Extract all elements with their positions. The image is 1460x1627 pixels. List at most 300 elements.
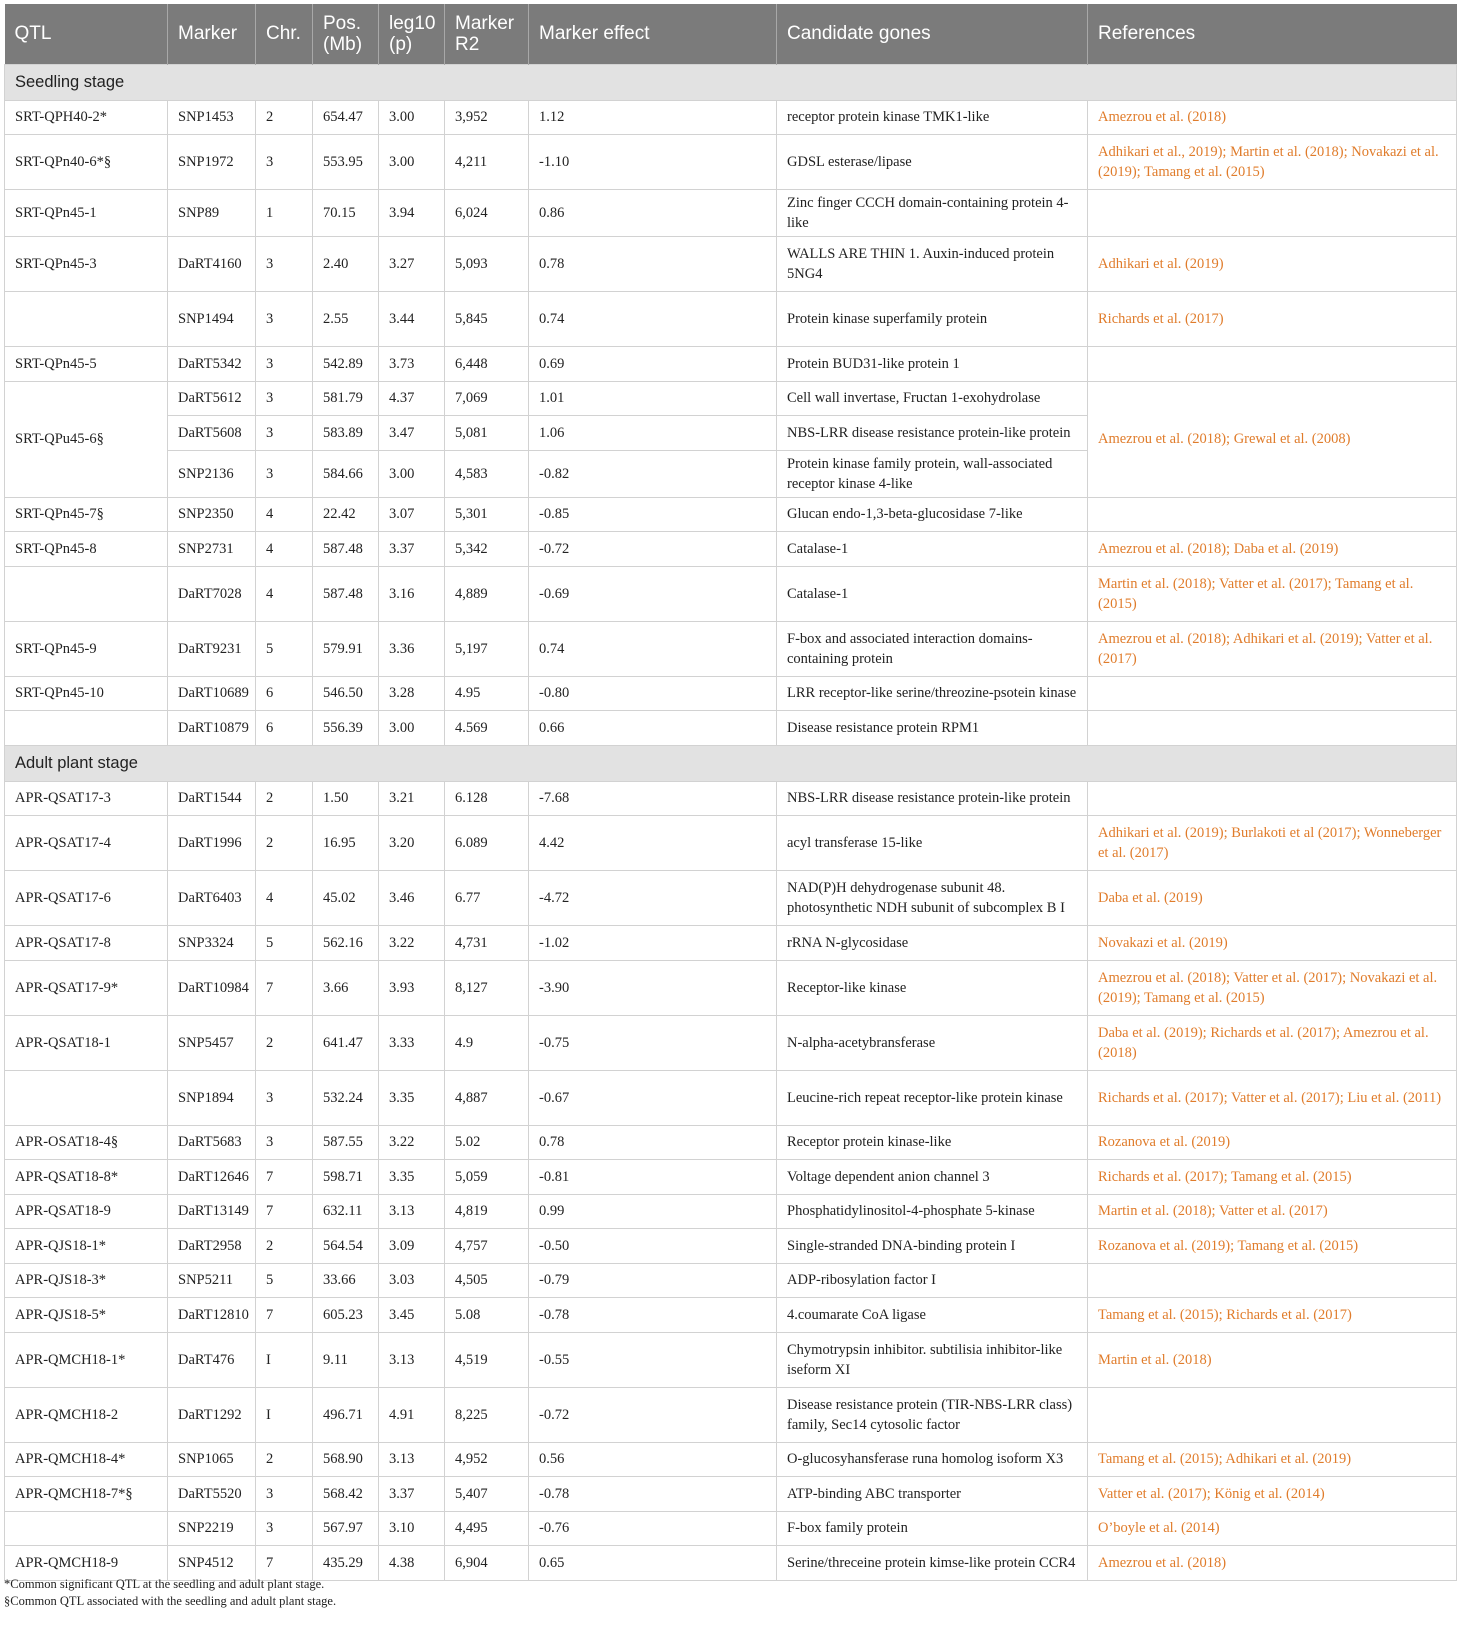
logp-cell: 3.44 <box>379 292 445 347</box>
candidate-gene-cell: rRNA N-glycosidase <box>777 926 1088 961</box>
col-header-logp: leg10 (p) <box>379 4 445 64</box>
marker-effect-cell: -0.81 <box>529 1160 777 1195</box>
candidate-gene-cell: Voltage dependent anion channel 3 <box>777 1160 1088 1195</box>
candidate-gene-cell: N-alpha-acetybransferase <box>777 1015 1088 1070</box>
marker-effect-cell: -0.55 <box>529 1332 777 1387</box>
candidate-gene-cell: ADP-ribosylation factor I <box>777 1263 1088 1298</box>
chr-cell: I <box>256 1387 313 1442</box>
candidate-gene-cell: ATP-binding ABC transporter <box>777 1477 1088 1512</box>
r2-cell: 4,731 <box>445 926 529 961</box>
marker-effect-cell: -0.80 <box>529 676 777 711</box>
r2-cell: 5.08 <box>445 1298 529 1333</box>
qtl-cell: APR-QMCH18-4* <box>5 1442 168 1477</box>
table-row <box>5 1546 1457 1581</box>
qtl-cell <box>5 292 168 347</box>
candidate-gene-cell: Receptor protein kinase-like <box>777 1125 1088 1160</box>
col-header-qtl: QTL <box>5 4 168 64</box>
r2-cell: 5,081 <box>445 416 529 451</box>
footnotes <box>4 1576 336 1610</box>
candidate-gene-cell: O-glucosyhansferase runa homolog isoform X3 <box>777 1442 1088 1477</box>
r2-cell: 8,127 <box>445 960 529 1015</box>
marker-cell: DaRT10984 <box>168 960 256 1015</box>
chr-cell: 2 <box>256 100 313 135</box>
candidate-gene-cell: NBS-LRR disease resistance protein-like protein <box>777 781 1088 816</box>
table-row <box>5 711 1457 746</box>
logp-cell: 3.37 <box>379 532 445 567</box>
r2-cell: 6,904 <box>445 1546 529 1581</box>
candidate-gene-cell: NBS-LRR disease resistance protein-like protein <box>777 416 1088 451</box>
table-row <box>5 1070 1457 1125</box>
pos-cell: 587.48 <box>313 566 379 621</box>
marker-cell: SNP1453 <box>168 100 256 135</box>
candidate-gene-cell: receptor protein kinase TMK1-like <box>777 100 1088 135</box>
table-row <box>5 1125 1457 1160</box>
qtl-cell: APR-QSAT18-9 <box>5 1194 168 1229</box>
marker-effect-cell: -7.68 <box>529 781 777 816</box>
marker-effect-cell: 0.66 <box>529 711 777 746</box>
logp-cell: 3.00 <box>379 450 445 497</box>
candidate-gene-cell: Disease resistance protein RPM1 <box>777 711 1088 746</box>
marker-cell: SNP3324 <box>168 926 256 961</box>
marker-effect-cell: 0.74 <box>529 621 777 676</box>
logp-cell: 3.21 <box>379 781 445 816</box>
pos-cell: 3.66 <box>313 960 379 1015</box>
r2-cell: 4,495 <box>445 1511 529 1546</box>
candidate-gene-cell: Single-stranded DNA-binding protein I <box>777 1229 1088 1264</box>
references-cell: Daba et al. (2019) <box>1088 871 1457 926</box>
marker-cell: DaRT13149 <box>168 1194 256 1229</box>
table-row <box>5 100 1457 135</box>
table-row <box>5 1477 1457 1512</box>
qtl-cell: APR-QMCH18-7*§ <box>5 1477 168 1512</box>
pos-cell: 583.89 <box>313 416 379 451</box>
candidate-gene-cell: Cell wall invertase, Fructan 1-exohydrolase <box>777 381 1088 416</box>
table-row <box>5 781 1457 816</box>
logp-cell: 3.07 <box>379 497 445 532</box>
logp-cell: 3.27 <box>379 237 445 292</box>
pos-cell: 584.66 <box>313 450 379 497</box>
logp-cell: 3.13 <box>379 1332 445 1387</box>
references-cell: Tamang et al. (2015); Adhikari et al. (2019) <box>1088 1442 1457 1477</box>
candidate-gene-cell: Protein BUD31-like protein 1 <box>777 347 1088 382</box>
marker-cell: SNP1494 <box>168 292 256 347</box>
table-row <box>5 1298 1457 1333</box>
pos-cell: 587.48 <box>313 532 379 567</box>
references-cell: Rozanova et al. (2019) <box>1088 1125 1457 1160</box>
r2-cell: 4,505 <box>445 1263 529 1298</box>
marker-effect-cell: -0.85 <box>529 497 777 532</box>
references-cell: Adhikari et al. (2019) <box>1088 237 1457 292</box>
candidate-gene-cell: Serine/threceine protein kimse-like protein CCR4 <box>777 1546 1088 1581</box>
candidate-gene-cell: WALLS ARE THIN 1. Auxin-induced protein 5NG4 <box>777 237 1088 292</box>
pos-cell: 605.23 <box>313 1298 379 1333</box>
logp-cell: 3.00 <box>379 135 445 190</box>
references-cell: Vatter et al. (2017); König et al. (2014) <box>1088 1477 1457 1512</box>
r2-cell: 8,225 <box>445 1387 529 1442</box>
pos-cell: 9.11 <box>313 1332 379 1387</box>
references-cell: Daba et al. (2019); Richards et al. (2017); Amezrou et al. (2018) <box>1088 1015 1457 1070</box>
qtl-cell: APR-QJS18-1* <box>5 1229 168 1264</box>
chr-cell: 1 <box>256 190 313 237</box>
logp-cell: 4.38 <box>379 1546 445 1581</box>
logp-cell: 3.36 <box>379 621 445 676</box>
candidate-gene-cell: NAD(P)H dehydrogenase subunit 48. photosynthetic NDH subunit of subcomplex B I <box>777 871 1088 926</box>
qtl-cell: APR-QSAT17-8 <box>5 926 168 961</box>
marker-cell: SNP5211 <box>168 1263 256 1298</box>
candidate-gene-cell: F-box family protein <box>777 1511 1088 1546</box>
r2-cell: 6.77 <box>445 871 529 926</box>
marker-cell: SNP2350 <box>168 497 256 532</box>
chr-cell: 5 <box>256 621 313 676</box>
qtl-cell: APR-QMCH18-2 <box>5 1387 168 1442</box>
chr-cell: I <box>256 1332 313 1387</box>
chr-cell: 2 <box>256 1442 313 1477</box>
logp-cell: 3.33 <box>379 1015 445 1070</box>
logp-cell: 4.37 <box>379 381 445 416</box>
chr-cell: 3 <box>256 1511 313 1546</box>
chr-cell: 3 <box>256 381 313 416</box>
marker-cell: DaRT5342 <box>168 347 256 382</box>
logp-cell: 3.45 <box>379 1298 445 1333</box>
references-cell: Adhikari et al. (2019); Burlakoti et al (2017); Wonneberger et al. (2017) <box>1088 816 1457 871</box>
chr-cell: 2 <box>256 781 313 816</box>
r2-cell: 4,583 <box>445 450 529 497</box>
candidate-gene-cell: F-box and associated interaction domains-containing protein <box>777 621 1088 676</box>
r2-cell: 6.128 <box>445 781 529 816</box>
table-row <box>5 190 1457 237</box>
table-row <box>5 237 1457 292</box>
r2-cell: 5,197 <box>445 621 529 676</box>
table-row <box>5 621 1457 676</box>
chr-cell: 3 <box>256 1125 313 1160</box>
table-row <box>5 566 1457 621</box>
pos-cell: 532.24 <box>313 1070 379 1125</box>
marker-effect-cell: -0.79 <box>529 1263 777 1298</box>
references-cell: Tamang et al. (2015); Richards et al. (2017) <box>1088 1298 1457 1333</box>
logp-cell: 3.00 <box>379 711 445 746</box>
table-row <box>5 532 1457 567</box>
references-cell: O’boyle et al. (2014) <box>1088 1511 1457 1546</box>
table-row <box>5 381 1457 416</box>
pos-cell: 45.02 <box>313 871 379 926</box>
pos-cell: 33.66 <box>313 1263 379 1298</box>
references-cell: Amezrou et al. (2018); Grewal et al. (2008) <box>1088 381 1457 497</box>
references-cell: Amezrou et al. (2018) <box>1088 1546 1457 1581</box>
marker-cell: DaRT1996 <box>168 816 256 871</box>
r2-cell: 5.02 <box>445 1125 529 1160</box>
qtl-cell: APR-OSAT18-4§ <box>5 1125 168 1160</box>
qtl-cell: SRT-QPn45-7§ <box>5 497 168 532</box>
r2-cell: 4,757 <box>445 1229 529 1264</box>
logp-cell: 3.13 <box>379 1442 445 1477</box>
r2-cell: 5,301 <box>445 497 529 532</box>
logp-cell: 4.91 <box>379 1387 445 1442</box>
logp-cell: 3.10 <box>379 1511 445 1546</box>
references-cell <box>1088 1387 1457 1442</box>
marker-cell: DaRT5683 <box>168 1125 256 1160</box>
marker-effect-cell: -1.10 <box>529 135 777 190</box>
marker-cell: SNP2219 <box>168 1511 256 1546</box>
logp-cell: 3.46 <box>379 871 445 926</box>
candidate-gene-cell: Leucine-rich repeat receptor-like protein kinase <box>777 1070 1088 1125</box>
logp-cell: 3.16 <box>379 566 445 621</box>
pos-cell: 579.91 <box>313 621 379 676</box>
qtl-cell: SRT-QPu45-6§ <box>5 381 168 497</box>
table-row <box>5 497 1457 532</box>
logp-cell: 3.09 <box>379 1229 445 1264</box>
candidate-gene-cell: Receptor-like kinase <box>777 960 1088 1015</box>
table-row <box>5 960 1457 1015</box>
logp-cell: 3.35 <box>379 1070 445 1125</box>
candidate-gene-cell: Catalase-1 <box>777 566 1088 621</box>
col-header-effect: Marker effect <box>529 4 777 64</box>
table-row <box>5 871 1457 926</box>
chr-cell: 6 <box>256 711 313 746</box>
references-cell <box>1088 781 1457 816</box>
qtl-cell: SRT-QPn45-5 <box>5 347 168 382</box>
chr-cell: 3 <box>256 237 313 292</box>
marker-effect-cell: -0.78 <box>529 1477 777 1512</box>
marker-cell: DaRT10689 <box>168 676 256 711</box>
pos-cell: 632.11 <box>313 1194 379 1229</box>
r2-cell: 5,407 <box>445 1477 529 1512</box>
marker-cell: DaRT2958 <box>168 1229 256 1264</box>
r2-cell: 4,211 <box>445 135 529 190</box>
r2-cell: 5,845 <box>445 292 529 347</box>
r2-cell: 4,519 <box>445 1332 529 1387</box>
r2-cell: 4.9 <box>445 1015 529 1070</box>
chr-cell: 4 <box>256 497 313 532</box>
candidate-gene-cell: Disease resistance protein (TIR-NBS-LRR class) family, Sec14 cytosolic factor <box>777 1387 1088 1442</box>
pos-cell: 16.95 <box>313 816 379 871</box>
candidate-gene-cell: 4.coumarate CoA ligase <box>777 1298 1088 1333</box>
marker-effect-cell: 0.65 <box>529 1546 777 1581</box>
chr-cell: 2 <box>256 816 313 871</box>
qtl-cell: APR-QJS18-3* <box>5 1263 168 1298</box>
references-cell: Amezrou et al. (2018) <box>1088 100 1457 135</box>
table-row <box>5 1442 1457 1477</box>
marker-cell: DaRT5608 <box>168 416 256 451</box>
marker-cell: SNP89 <box>168 190 256 237</box>
marker-cell: DaRT6403 <box>168 871 256 926</box>
qtl-cell: SRT-QPn45-9 <box>5 621 168 676</box>
logp-cell: 3.22 <box>379 1125 445 1160</box>
marker-cell: DaRT1292 <box>168 1387 256 1442</box>
pos-cell: 70.15 <box>313 190 379 237</box>
marker-effect-cell: -0.82 <box>529 450 777 497</box>
qtl-cell: SRT-QPn45-3 <box>5 237 168 292</box>
marker-effect-cell: 0.86 <box>529 190 777 237</box>
references-cell: Adhikari et al., 2019); Martin et al. (2018); Novakazi et al. (2019); Tamang et al. (2015) <box>1088 135 1457 190</box>
r2-cell: 4,819 <box>445 1194 529 1229</box>
chr-cell: 7 <box>256 1298 313 1333</box>
marker-cell: SNP2136 <box>168 450 256 497</box>
marker-cell: DaRT476 <box>168 1332 256 1387</box>
references-cell <box>1088 347 1457 382</box>
marker-cell: DaRT10879 <box>168 711 256 746</box>
col-header-genes: Candidate gones <box>777 4 1088 64</box>
marker-effect-cell: 1.06 <box>529 416 777 451</box>
chr-cell: 4 <box>256 566 313 621</box>
chr-cell: 7 <box>256 1546 313 1581</box>
qtl-cell: SRT-QPn45-8 <box>5 532 168 567</box>
references-cell: Amezrou et al. (2018); Vatter et al. (2017); Novakazi et al. (2019); Tamang et al. (2015) <box>1088 960 1457 1015</box>
marker-effect-cell: -0.78 <box>529 1298 777 1333</box>
table-row <box>5 347 1457 382</box>
r2-cell: 6.089 <box>445 816 529 871</box>
section-header-row <box>5 745 1457 781</box>
table-row <box>5 1511 1457 1546</box>
r2-cell: 4.95 <box>445 676 529 711</box>
marker-cell: DaRT9231 <box>168 621 256 676</box>
marker-cell: DaRT4160 <box>168 237 256 292</box>
section-title: Adult plant stage <box>5 745 1457 781</box>
qtl-cell: APR-QMCH18-9 <box>5 1546 168 1581</box>
qtl-table <box>4 4 1457 1581</box>
pos-cell: 1.50 <box>313 781 379 816</box>
marker-effect-cell: -3.90 <box>529 960 777 1015</box>
header-row <box>5 4 1457 64</box>
chr-cell: 5 <box>256 1263 313 1298</box>
marker-effect-cell: 4.42 <box>529 816 777 871</box>
qtl-cell: SRT-QPn45-10 <box>5 676 168 711</box>
marker-effect-cell: -0.50 <box>529 1229 777 1264</box>
references-cell: Amezrou et al. (2018); Adhikari et al. (2019); Vatter et al. (2017) <box>1088 621 1457 676</box>
chr-cell: 3 <box>256 1477 313 1512</box>
logp-cell: 3.94 <box>379 190 445 237</box>
qtl-cell <box>5 566 168 621</box>
logp-cell: 3.22 <box>379 926 445 961</box>
pos-cell: 567.97 <box>313 1511 379 1546</box>
pos-cell: 435.29 <box>313 1546 379 1581</box>
qtl-cell: SRT-QPn40-6*§ <box>5 135 168 190</box>
marker-effect-cell: -1.02 <box>529 926 777 961</box>
table-row <box>5 1387 1457 1442</box>
candidate-gene-cell: Glucan endo-1,3-beta-glucosidase 7-like <box>777 497 1088 532</box>
footnote-common-associated: §Common QTL associated with the seedling and adult plant stage. <box>4 1594 337 1608</box>
marker-cell: SNP4512 <box>168 1546 256 1581</box>
table-row <box>5 676 1457 711</box>
chr-cell: 7 <box>256 1160 313 1195</box>
table-row <box>5 926 1457 961</box>
pos-cell: 598.71 <box>313 1160 379 1195</box>
qtl-cell: APR-QSAT17-4 <box>5 816 168 871</box>
marker-effect-cell: 0.99 <box>529 1194 777 1229</box>
marker-effect-cell: 1.12 <box>529 100 777 135</box>
table-row <box>5 1332 1457 1387</box>
marker-cell: DaRT1544 <box>168 781 256 816</box>
r2-cell: 5,342 <box>445 532 529 567</box>
pos-cell: 546.50 <box>313 676 379 711</box>
pos-cell: 587.55 <box>313 1125 379 1160</box>
qtl-cell: APR-QSAT17-6 <box>5 871 168 926</box>
references-cell: Richards et al. (2017); Tamang et al. (2015) <box>1088 1160 1457 1195</box>
marker-effect-cell: -0.76 <box>529 1511 777 1546</box>
qtl-cell: APR-QMCH18-1* <box>5 1332 168 1387</box>
table-row <box>5 1160 1457 1195</box>
pos-cell: 654.47 <box>313 100 379 135</box>
marker-cell: SNP2731 <box>168 532 256 567</box>
chr-cell: 3 <box>256 292 313 347</box>
candidate-gene-cell: Protein kinase superfamily protein <box>777 292 1088 347</box>
qtl-cell <box>5 1070 168 1125</box>
table-row <box>5 1263 1457 1298</box>
marker-effect-cell: 0.78 <box>529 1125 777 1160</box>
qtl-cell: APR-QJS18-5* <box>5 1298 168 1333</box>
chr-cell: 3 <box>256 347 313 382</box>
chr-cell: 7 <box>256 1194 313 1229</box>
candidate-gene-cell: Protein kinase family protein, wall-associated receptor kinase 4-like <box>777 450 1088 497</box>
qtl-cell: APR-QSAT17-3 <box>5 781 168 816</box>
marker-cell: SNP1065 <box>168 1442 256 1477</box>
pos-cell: 641.47 <box>313 1015 379 1070</box>
footnote-common-significant: *Common significant QTL at the seedling and adult plant stage. <box>4 1577 325 1591</box>
marker-effect-cell: 0.78 <box>529 237 777 292</box>
marker-cell: DaRT5612 <box>168 381 256 416</box>
pos-cell: 542.89 <box>313 347 379 382</box>
marker-effect-cell: -0.69 <box>529 566 777 621</box>
references-cell: Martin et al. (2018); Vatter et al. (2017); Tamang et al. (2015) <box>1088 566 1457 621</box>
qtl-cell: APR-QSAT18-1 <box>5 1015 168 1070</box>
table-row <box>5 1229 1457 1264</box>
qtl-cell: APR-QSAT17-9* <box>5 960 168 1015</box>
chr-cell: 3 <box>256 450 313 497</box>
r2-cell: 4,952 <box>445 1442 529 1477</box>
section-header-row <box>5 64 1457 100</box>
marker-cell: SNP5457 <box>168 1015 256 1070</box>
candidate-gene-cell: Chymotrypsin inhibitor. subtilisia inhibitor-like iseform XI <box>777 1332 1088 1387</box>
chr-cell: 3 <box>256 416 313 451</box>
pos-cell: 22.42 <box>313 497 379 532</box>
marker-cell: DaRT12810 <box>168 1298 256 1333</box>
table-body <box>5 64 1457 1580</box>
qtl-cell: SRT-QPn45-1 <box>5 190 168 237</box>
chr-cell: 5 <box>256 926 313 961</box>
logp-cell: 3.28 <box>379 676 445 711</box>
chr-cell: 4 <box>256 532 313 567</box>
marker-cell: DaRT7028 <box>168 566 256 621</box>
r2-cell: 6,024 <box>445 190 529 237</box>
references-cell: Richards et al. (2017); Vatter et al. (2017); Liu et al. (2011) <box>1088 1070 1457 1125</box>
candidate-gene-cell: GDSL esterase/lipase <box>777 135 1088 190</box>
table-row <box>5 1015 1457 1070</box>
logp-cell: 3.73 <box>379 347 445 382</box>
chr-cell: 7 <box>256 960 313 1015</box>
pos-cell: 2.40 <box>313 237 379 292</box>
r2-cell: 6,448 <box>445 347 529 382</box>
chr-cell: 3 <box>256 1070 313 1125</box>
logp-cell: 3.47 <box>379 416 445 451</box>
pos-cell: 553.95 <box>313 135 379 190</box>
marker-effect-cell: 1.01 <box>529 381 777 416</box>
col-header-marker: Marker <box>168 4 256 64</box>
logp-cell: 3.00 <box>379 100 445 135</box>
references-cell <box>1088 190 1457 237</box>
marker-cell: DaRT12646 <box>168 1160 256 1195</box>
marker-cell: DaRT5520 <box>168 1477 256 1512</box>
r2-cell: 5,093 <box>445 237 529 292</box>
section-title: Seedling stage <box>5 64 1457 100</box>
references-cell <box>1088 676 1457 711</box>
pos-cell: 496.71 <box>313 1387 379 1442</box>
chr-cell: 2 <box>256 1229 313 1264</box>
pos-cell: 562.16 <box>313 926 379 961</box>
marker-effect-cell: -0.72 <box>529 1387 777 1442</box>
references-cell <box>1088 711 1457 746</box>
logp-cell: 3.93 <box>379 960 445 1015</box>
references-cell: Rozanova et al. (2019); Tamang et al. (2015) <box>1088 1229 1457 1264</box>
col-header-pos: Pos. (Mb) <box>313 4 379 64</box>
